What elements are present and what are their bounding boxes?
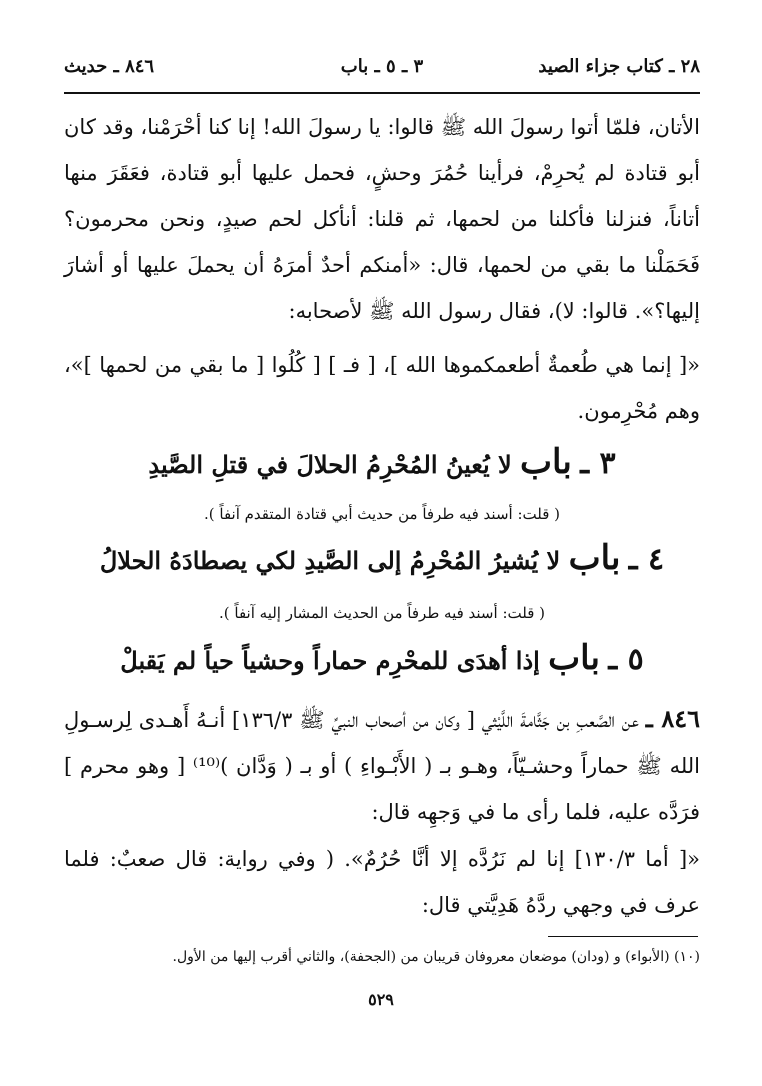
hadith-paragraph <box>64 696 700 835</box>
header-chapter: ٣ ـ ٥ ـ باب <box>340 56 424 77</box>
hadith-quote: «[ أما ١٣٠/٣] إنا لم نَرُدَّه إلا أنَّا حُرُمٌ». ( وفي رواية: قال صعبٌ: فلما عرف في وجهي ردَّهُ هَدِيَّتي قال: <box>64 847 701 917</box>
footnote: (١٠) (الأبواء) و (ودان) موضعان معروفان قريبان من (الجحفة)، والثاني أقرب إليها من الأول. <box>172 949 700 965</box>
hadith-text: عن الصَّعبِ بن جَثَّامةَ اللَّيْثي [ وكان من أصحاب النبيِّ ﷺ ١٣٦/٣] أنـهُ أَهـدى لِرسـولِ الله ﷺ حماراً وحشـيّاً، وهـو بـ ( الأَبْـواءِ ) أو بـ ( وَدَّان )⁽¹⁰⁾ [ وهو محرم ] فرَدَّه عليه، فلما رأى ما في وَجهِه قال: <box>64 708 701 824</box>
section-title: إذا أهدَى للمحْرِم حماراً وحشياً حياً لم يَقبلْ <box>120 646 540 675</box>
running-header <box>64 48 700 88</box>
section-number: ٥ ـ <box>608 642 644 677</box>
section-title: لا يُعينُ المُحْرِمُ الحلالَ في قتلِ الصَّيدِ <box>148 450 512 479</box>
section-note-4: ( قلت: أسند فيه طرفاً من الحديث المشار إليه آنفاً ). <box>219 604 545 622</box>
prophet-quote: «[ إنما هي طُعمةٌ أطعمكموها الله ]، [ فـ ] [ كُلُوا [ ما بقي من لحمها ]»، وهم مُحْرِمون. <box>64 353 700 423</box>
section-bab-word: باب <box>520 442 572 482</box>
footnote-divider <box>548 936 698 937</box>
header-book-title: ٢٨ ـ كتاب جزاء الصيد <box>538 56 700 77</box>
header-hadith-number: ٨٤٦ ـ حديث <box>64 56 155 77</box>
paragraph-continuation: الأتان، فلمّا أتوا رسولَ الله ﷺ قالوا: يا رسولَ الله! إنا كنا أحْرَمْنا، وقد كان أبو قتادة لم يُحرِمْ، فرأينا حُمُرَ وحشٍ، فحمل عليها أبو قتادة، فعَقَرَ منها أتاناً، فنزلنا فأكلنا من لحمها، ثم قلنا: أنأكل لحم صيدٍ، ونحن محرمون؟ فَحَمَلْنا ما بقي من لحمها، قال: «أمنكم أحدٌ أمرَهُ أن يحملَ عليها أو أشارَ إليها؟». قالوا: لا)، فقال رسول الله ﷺ لأصحابه: <box>64 115 700 323</box>
hadith-number: ٨٤٦ ـ <box>645 704 700 733</box>
section-number: ٤ ـ <box>628 542 665 577</box>
section-heading-3 <box>64 442 700 482</box>
section-bab-word: باب <box>568 538 621 578</box>
section-number: ٣ ـ <box>580 446 616 481</box>
page-number: ٥٢٩ <box>368 990 394 1009</box>
section-bab-word: باب <box>548 638 600 678</box>
section-heading-5 <box>64 638 700 678</box>
section-note-3: ( قلت: أسند فيه طرفاً من حديث أبي قتادة المتقدم آنفاً ). <box>203 505 560 523</box>
section-heading-4 <box>64 538 700 578</box>
header-divider <box>64 92 700 94</box>
section-title: لا يُشيرُ المُحْرِمُ إلى الصَّيدِ لكي يصطادَهُ الحلالُ <box>99 546 561 575</box>
